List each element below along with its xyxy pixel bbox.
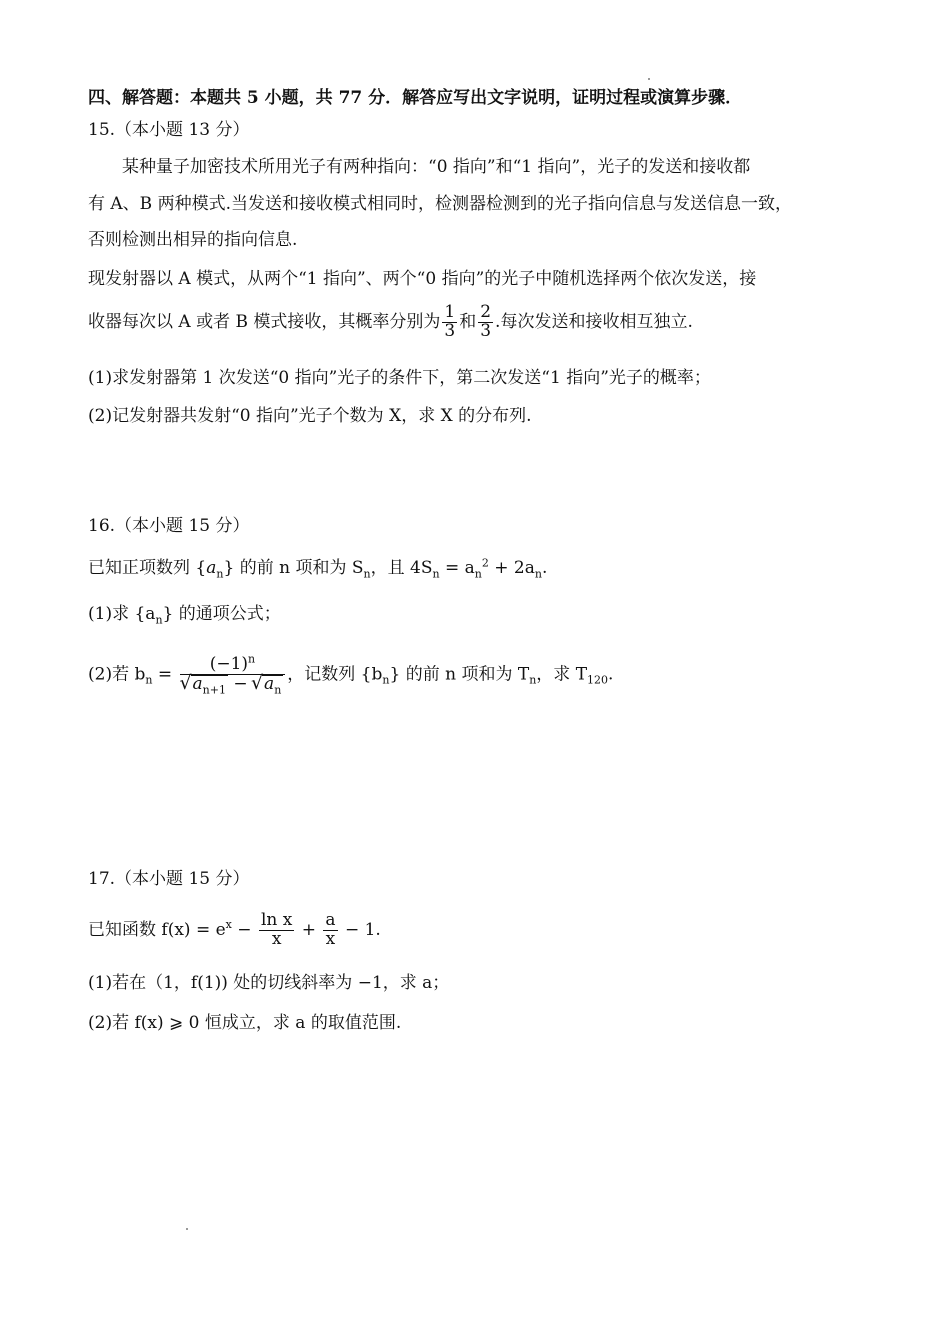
q17-part-1: (1)若在（1，f(1)) 处的切线斜率为 −1，求 a； [88, 973, 450, 993]
q15-header: 15.（本小题 13 分） [88, 120, 250, 140]
sqrt-a-n-plus-1: √ $a_{n+1}$ [191, 675, 228, 694]
fraction-two-thirds: $\frac{2}{3}$ [480, 302, 492, 341]
q16-stem: 已知正项数列 $\{a_n\}$ 的前 n 项和为 $S_n$，且 $4S_n = a_n^2 + 2a_n$. [88, 556, 548, 581]
scan-dot [186, 1228, 188, 1230]
q17-header: 17.（本小题 15 分） [88, 869, 250, 889]
q16-part-1: (1)求 $\{a_n\}$ 的通项公式； [88, 604, 281, 627]
q16-header: 16.（本小题 15 分） [88, 516, 250, 536]
q15-paragraph-line-2: 有 A、B 两种模式.当发送和接收模式相同时，检测器检测到的光子指向信息与发送信息一致， [88, 194, 792, 214]
fraction-bn-formula: $(-1)^n$ √ $a_{n+1}$ − √ $a_n$ [180, 656, 286, 694]
q15-part-2: (2)记发射器共发射“0 指向”光子个数为 X，求 X 的分布列. [88, 406, 532, 426]
scan-dot [648, 78, 650, 80]
q15-paragraph-line-5 [88, 304, 693, 341]
q17-stem: 已知函数 $f(x) = e^x$ − $\frac{\text{ln x}}{x}$ + $\frac{a}{x}$ − 1. [88, 910, 381, 949]
q15-line5-text-mid: 和 [459, 311, 477, 332]
q15-part-1: (1)求发射器第 1 次发送“0 指向”光子的条件下，第二次发送“1 指向”光子的概率； [88, 368, 711, 388]
q15-line5-text-pre: 收器每次以 A 或者 B 模式接收，其概率分别为 [88, 311, 441, 332]
q15-paragraph-line-1: 某种量子加密技术所用光子有两种指向：“0 指向”和“1 指向”，光子的发送和接收都 [122, 157, 751, 177]
q15-paragraph-line-3: 否则检测出相异的指向信息. [88, 230, 298, 250]
q17-part-2: (2)若 f(x) ⩾ 0 恒成立，求 a 的取值范围. [88, 1013, 402, 1033]
fraction-a-over-x: $\frac{a}{x}$ [325, 910, 336, 949]
q15-line5-text-post: .每次发送和接收相互独立. [495, 311, 693, 332]
q15-paragraph-line-4: 现发射器以 A 模式，从两个“1 指向”、两个“0 指向”的光子中随机选择两个依次发送，接 [88, 269, 757, 289]
sqrt-a-n: √ $a_n$ [262, 675, 283, 694]
section-heading: 四、解答题：本题共 5 小题，共 77 分．解答应写出文字说明，证明过程或演算步骤． [88, 88, 743, 108]
q16-part-2: (2)若 $b_n$ = $(-1)^n$ √ $a_{n+1}$ − √ $a_n$ ，记数列 $\{b_n\}$ 的前 n 项和为 $T_n$，求 $T_{120}$. [88, 656, 613, 694]
fraction-one-third: $\frac{1}{3}$ [444, 302, 456, 341]
fraction-ln-x-over-x: $\frac{\text{ln x}}{x}$ [260, 910, 293, 949]
